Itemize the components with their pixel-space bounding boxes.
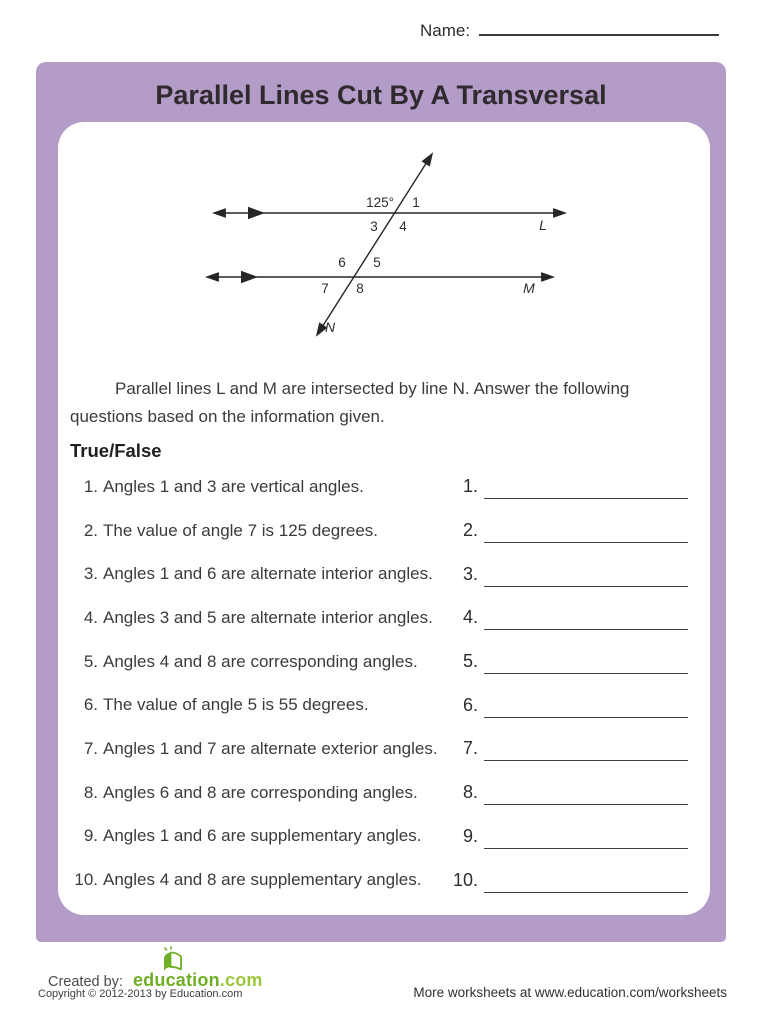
angle-label-6: 6 — [338, 255, 346, 270]
copyright-text: Copyright © 2012-2013 by Education.com — [38, 988, 243, 1000]
question-number: 5. — [83, 651, 98, 671]
question-row — [70, 727, 692, 771]
answer-number: 5. — [462, 651, 478, 672]
question-row — [70, 640, 692, 684]
answer-number: 9. — [462, 825, 478, 846]
answer-area — [452, 552, 688, 596]
question-text: Angles 1 and 6 are alternate interior angles. — [103, 564, 433, 584]
question-text: The value of angle 7 is 125 degrees. — [103, 520, 379, 540]
question-number: 10. — [74, 870, 98, 890]
question-text: Angles 1 and 3 are vertical angles. — [103, 476, 364, 496]
more-worksheets-text: More worksheets at www.education.com/worksheets — [413, 985, 727, 1000]
question-number: 6. — [83, 695, 98, 715]
transversal-n — [317, 154, 432, 335]
page-title: Parallel Lines Cut By A Transversal — [155, 80, 607, 110]
answer-area — [452, 815, 688, 859]
angle-label-1: 1 — [412, 195, 420, 210]
answer-blank-line — [484, 518, 688, 543]
question-row — [70, 815, 692, 859]
question-row — [70, 465, 692, 509]
answer-blank-line — [484, 824, 688, 849]
question-text: Angles 4 and 8 are corresponding angles. — [103, 651, 418, 671]
answer-number: 10. — [452, 869, 478, 890]
question-row — [70, 596, 692, 640]
answer-area — [452, 771, 688, 815]
angle-label-3: 3 — [370, 219, 378, 234]
geometry-diagram — [190, 140, 590, 355]
question-row — [70, 858, 692, 902]
answer-blank-line — [484, 605, 688, 630]
question-row — [70, 552, 692, 596]
angle-label-7: 7 — [321, 281, 329, 296]
answer-area — [452, 858, 688, 902]
answer-number: 8. — [462, 782, 478, 803]
question-number: 7. — [83, 738, 98, 758]
line-m-label: M — [523, 280, 535, 296]
question-number: 3. — [83, 564, 98, 584]
answer-blank-line — [484, 649, 688, 674]
section-heading: True/False — [70, 440, 162, 461]
answer-number: 4. — [462, 607, 478, 628]
logo-text-suffix: .com — [219, 970, 263, 990]
answer-area — [452, 640, 688, 684]
name-header — [420, 18, 719, 41]
angle-label-125: 125° — [366, 195, 394, 210]
instructions-paragraph: Parallel lines L and M are intersected by line N. Answer the following questions based on the information given. — [70, 379, 630, 426]
answer-number: 2. — [462, 520, 478, 541]
line-l-label: L — [539, 217, 547, 233]
answer-blank-line — [484, 868, 688, 893]
line-n-label: N — [324, 319, 336, 335]
answer-number: 6. — [462, 694, 478, 715]
angle-label-5: 5 — [373, 255, 381, 270]
logo-text-main: education — [132, 970, 220, 990]
parallel-mark-line-l — [248, 207, 265, 219]
question-text: Angles 1 and 6 are supplementary angles. — [103, 826, 422, 846]
created-by-label: Created by: — [48, 974, 123, 990]
answer-area — [452, 596, 688, 640]
question-number: 1. — [83, 476, 98, 496]
education-logo-book-icon — [157, 946, 187, 974]
angle-label-8: 8 — [356, 281, 364, 296]
name-label: Name: — [420, 21, 471, 40]
question-text: Angles 1 and 7 are alternate exterior angles. — [103, 738, 438, 758]
answer-area — [452, 727, 688, 771]
answer-blank-line — [484, 693, 688, 718]
answer-area — [452, 465, 688, 509]
question-row — [70, 509, 692, 553]
question-row — [70, 771, 692, 815]
question-text: The value of angle 5 is 55 degrees. — [103, 695, 369, 715]
answer-blank-line — [484, 736, 688, 761]
question-number: 8. — [83, 782, 98, 802]
question-list — [70, 465, 692, 902]
angle-label-4: 4 — [399, 219, 407, 234]
answer-area — [452, 683, 688, 727]
question-number: 9. — [83, 826, 98, 846]
answer-blank-line — [484, 474, 688, 499]
question-row — [70, 683, 692, 727]
answer-number: 7. — [462, 738, 478, 759]
question-text: Angles 3 and 5 are alternate interior angles. — [103, 607, 433, 627]
question-text: Angles 4 and 8 are supplementary angles. — [103, 870, 422, 890]
answer-area — [452, 509, 688, 553]
answer-blank-line — [484, 562, 688, 587]
question-number: 2. — [83, 520, 98, 540]
question-text: Angles 6 and 8 are corresponding angles. — [103, 782, 418, 802]
question-number: 4. — [83, 607, 98, 627]
answer-number: 3. — [462, 563, 478, 584]
parallel-mark-line-m — [241, 271, 258, 283]
answer-number: 1. — [462, 476, 478, 497]
answer-blank-line — [484, 780, 688, 805]
name-blank-line — [479, 18, 719, 36]
